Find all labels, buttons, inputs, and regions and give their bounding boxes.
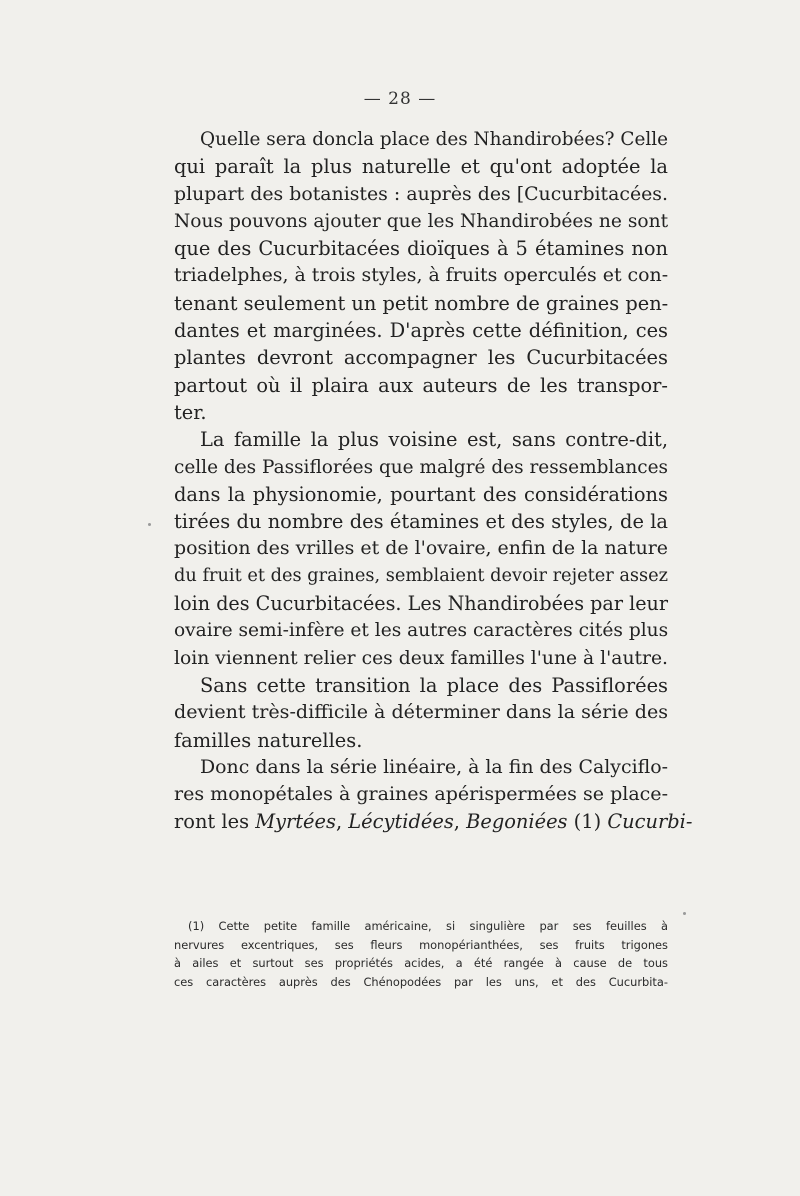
footnote-line: à ailes et surtout ses propriétés acides, a été rangée à cause de tous [174,956,668,971]
body-line: ter. [174,400,207,424]
body-line: triadelphes, à trois styles, à fruits operculés et con- [174,264,669,287]
footnote-line: ces caractères auprès des Chénopodées par les uns, et des Cucurbita- [174,974,668,989]
body-line: plupart des botanistes : auprès des [Cucurbitacées. [174,182,668,205]
italic-run-begoniees: Begoniées [466,810,568,834]
body-line: Sans cette transition la place des Passiflorées [200,673,668,697]
body-line: plantes devront accompagner les Cucurbitacées [174,346,668,370]
body-line: devient très-difficile à déterminer dans la série des [174,701,669,724]
paper-speck [683,912,686,915]
body-line: Donc dans la série linéaire, à la fin des Calyciflo- [200,755,668,778]
text-run: ront les [174,810,256,834]
body-line: loin viennent relier ces deux familles l'une à l'autre. [174,647,668,669]
italic-run-lecytidees: Lécytidées [348,810,454,834]
footnote-reference: (1) [567,810,608,834]
body-line: que des Cucurbitacées dioïques à 5 étamines non [174,237,668,261]
body-line: Nous pouvons ajouter que les Nhandirobées ne sont [174,210,669,232]
body-line: position des vrilles et de l'ovaire, enfin de la nature [174,537,668,560]
body-line: tirées du nombre des étamines et des styles, de la [174,510,668,534]
italic-run-myrtees: Myrtées [255,810,336,834]
body-line: Quelle sera doncla place des Nhandirobées? Celle [200,129,668,150]
body-line: dantes et marginées. D'après cette définition, ces [174,319,668,343]
body-text [174,126,693,836]
body-line: loin des Cucurbitacées. Les Nhandirobées par leur [174,592,668,616]
footnotes [174,917,668,991]
body-line: tenant seulement un petit nombre de graines pen- [174,291,669,315]
body-line: du fruit et des graines, semblaient devoir rejeter assez [174,565,668,586]
paper-speck [148,523,151,526]
body-line: celle des Passiflorées que malgré des ressemblances [174,456,668,478]
footnote-line: (1) Cette petite famille américaine, si singulière par ses feuilles à [188,919,668,933]
body-line: ovaire semi-infère et les autres caractères cités plus [174,620,669,642]
text-run: , [335,810,349,834]
italic-run-cucurbi: Cucurbi- [607,810,693,834]
body-line: res monopétales à graines apérispermées se place- [174,783,668,806]
body-line: qui paraît la plus naturelle et qu'ont adoptée la [174,155,668,179]
body-line: familles naturelles. [174,728,363,752]
body-line: dans la physionomie, pourtant des considérations [174,482,668,506]
body-line-last [174,808,693,835]
body-line: partout où il plaira aux auteurs de les transpor- [174,373,668,397]
body-line: La famille la plus voisine est, sans contre-dit, [200,428,668,452]
text-run: , [453,810,467,834]
footnote-line: nervures excentriques, ses fleurs monopérianthées, ses fruits trigones [174,937,668,952]
page-number: — 28 — [363,89,437,109]
